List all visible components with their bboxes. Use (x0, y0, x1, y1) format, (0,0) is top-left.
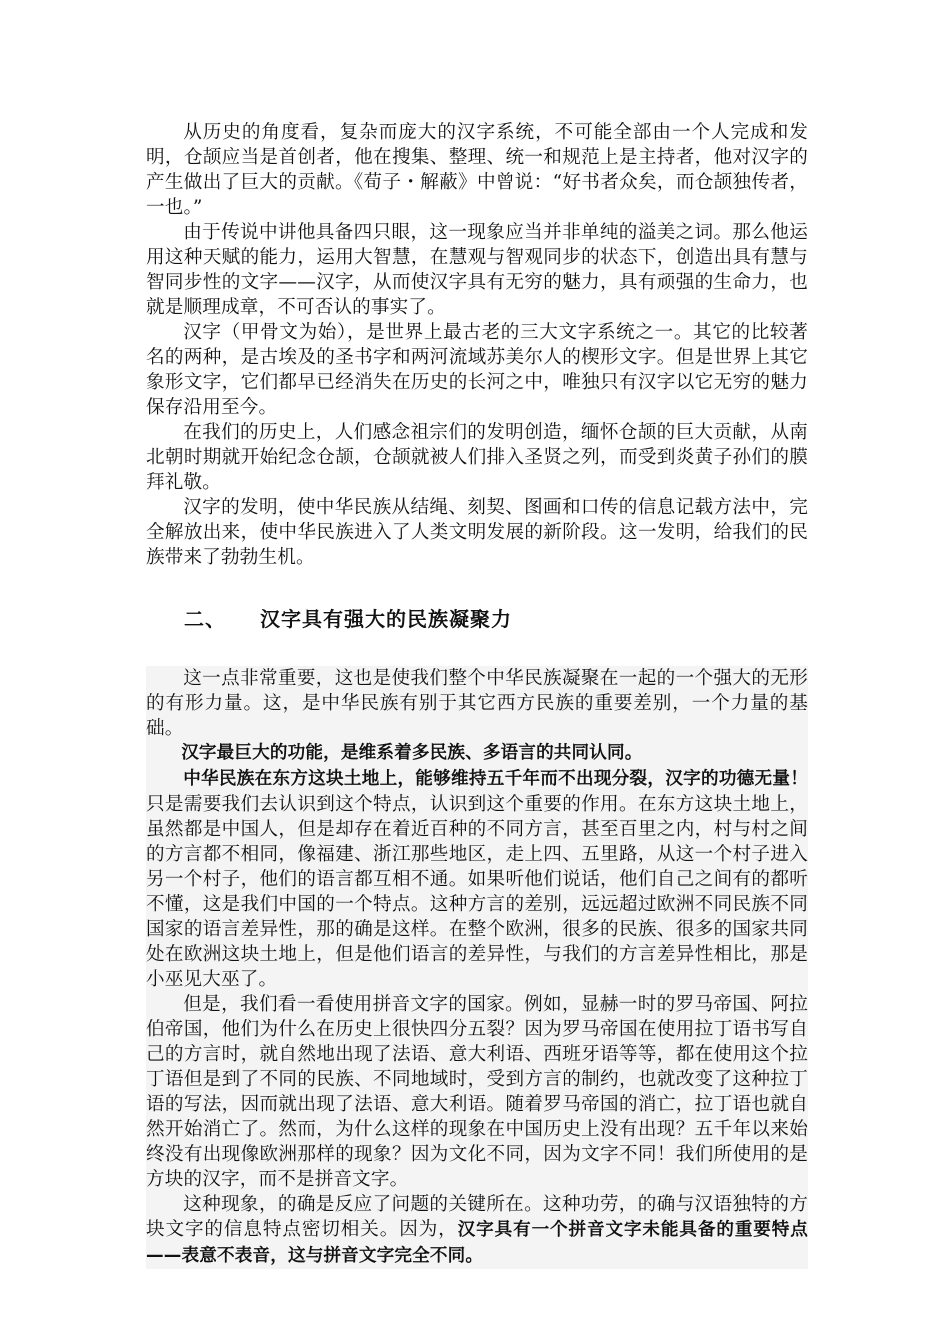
emphasis-unity: 中华民族在东方这块土地上，能够维持五千年而不出现分裂，汉字的功德无量！ (183, 769, 808, 789)
paragraph-origin: 从历史的角度看，复杂而庞大的汉字系统，不可能全部由一个人完成和发明，仓颉应当是首创者，他在搜集、整理、统一和规范上是主持者，他对汉字的产生做出了巨大的贡献。《荀子・解蔽》中曾说：“好书者众矣，而仓颉独传者，一也。” (146, 122, 808, 218)
document-page (146, 120, 808, 1269)
section-1 (146, 120, 808, 570)
section-2 (146, 666, 808, 1269)
paragraph-four-eyes: 由于传说中讲他具备四只眼，这一现象应当并非单纯的溢美之词。那么他运用这种天赋的能力，运用大智慧，在慧观与智观同步的状态下，创造出具有慧与智同步性的文字——汉字，从而使汉字具有无穷的魅力，具有顽强的生命力，也就是顺理成章，不可否认的事实了。 (146, 222, 808, 318)
paragraph-importance: 这一点非常重要，这也是使我们整个中华民族凝聚在一起的一个强大的无形的有形力量。这，是中华民族有别于其它西方民族的重要差别，一个力量的基础。 (146, 668, 808, 739)
paragraph-oldest-scripts: 汉字（甲骨文为始），是世界上最古老的三大文字系统之一。其它的比较著名的两种，是古埃及的圣书字和两河流域苏美尔人的楔形文字。但是世界上其它象形文字，它们都早已经消失在历史的长河之中，唯独只有汉字以它无穷的魅力保存沿用至今。 (146, 322, 808, 418)
paragraph-dialects (146, 766, 808, 992)
dialects-text: 只是需要我们去认识到这个特点，认识到这个重要的作用。在东方这块土地上，虽然都是中国人，但是却存在着近百种的不同方言，甚至百里之内，村与村之间的方言都不相同，像福建、浙江那些地区，走上四、五里路，从这一个村子进入另一个村子，他们的语言都互相不通。如果听他们说话，他们自己之间有的都听不懂，这是我们中国的一个特点。这种方言的差别，远远超过欧洲不同民族不同国家的语言差异性，那的确是这样。在整个欧洲，很多的民族、很多的国家共同处在欧洲这块土地上，但是他们语言的差异性，与我们的方言差异性相比，那是小巫见大巫了。 (146, 794, 808, 990)
section-heading (184, 604, 808, 634)
paragraph-commemoration: 在我们的历史上，人们感念祖宗们的发明创造，缅怀仓颉的巨大贡献，从南北朝时期就开始纪念仓颉，仓颉就被人们排入圣贤之列，而受到炎黄子孙们的膜拜礼敬。 (146, 422, 808, 493)
heading-number: 二、 (184, 607, 226, 631)
heading-title: 汉字具有强大的民族凝聚力 (260, 607, 512, 631)
paragraph-conclusion (146, 1192, 808, 1269)
paragraph-key-function: 汉字最巨大的功能，是维系着多民族、多语言的共同认同。 (181, 743, 643, 763)
emphasis-ideographic: 汉字具有一个拼音文字未能具备的重要特点——表意不表音，这与拼音文字完全不同。 (146, 1220, 809, 1266)
conclusion-text: 这种现象，的确是反应了问题的关键所在。这种功劳，的确与汉语独特的方块文字的信息特点密切相关。因为， (146, 1194, 808, 1240)
paragraph-liberation: 汉字的发明，使中华民族从结绳、刻契、图画和口传的信息记载方法中，完全解放出来，使中华民族进入了人类文明发展的新阶段。这一发明，给我们的民族带来了勃勃生机。 (146, 497, 808, 568)
paragraph-roman-empire: 但是，我们看一看使用拼音文字的国家。例如，显赫一时的罗马帝国、阿拉伯帝国，他们为什么在历史上很快四分五裂？因为罗马帝国在使用拉丁语书写自己的方言时，就自然地出现了法语、意大利语、西班牙语等等，都在使用这个拉丁语但是到了不同的民族、不同地域时，受到方言的制约，也就改变了这种拉丁语的写法，因而就出现了法语、意大利语。随着罗马帝国的消亡，拉丁语也就自然开始消亡了。然而，为什么这样的现象在中国历史上没有出现？五千年以来始终没有出现像欧洲那样的现象？因为文化不同，因为文字不同！我们所使用的是方块的汉字，而不是拼音文字。 (146, 994, 808, 1190)
